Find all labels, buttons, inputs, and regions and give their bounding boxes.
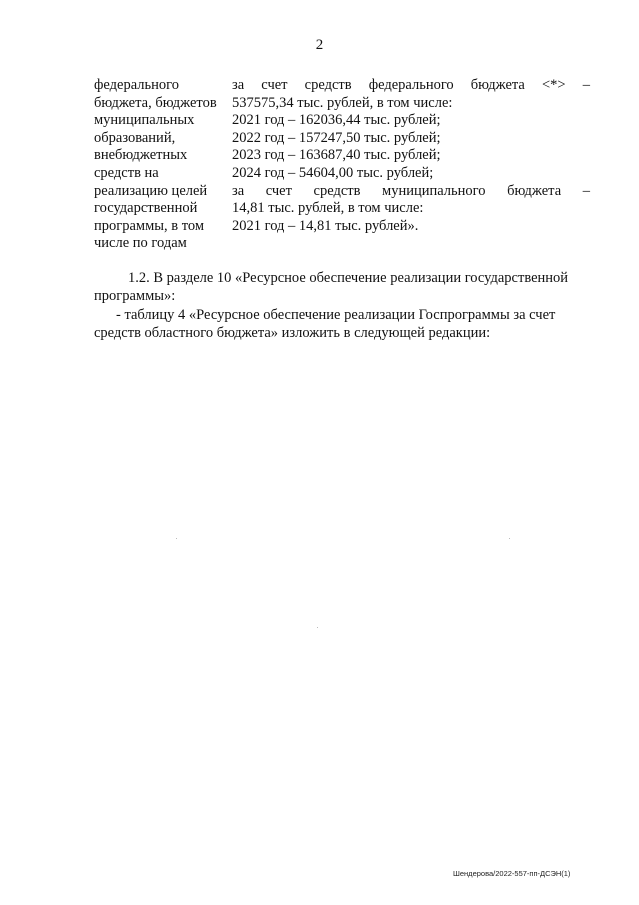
- word: –: [582, 77, 590, 93]
- paragraph-table-4: [94, 306, 590, 341]
- left-col-line: бюджета, бюджетов: [94, 94, 217, 111]
- left-col-line: образований,: [94, 129, 176, 146]
- page-number: 2: [315, 37, 324, 53]
- municipal-budget-total: 14,81 тыс. рублей, в том числе:: [232, 200, 424, 217]
- federal-year-line: 2021 год – 162036,44 тыс. рублей;: [232, 112, 441, 129]
- word: муниципального: [382, 182, 486, 199]
- document-footer-code: Шендерова/2022-557-пп-ДСЭН(1): [453, 869, 571, 878]
- left-col-line: числе по годам: [94, 235, 187, 252]
- paragraph-line: - таблицу 4 «Ресурсное обеспечение реализации Госпрограммы за счет: [116, 307, 556, 323]
- scan-speck: [317, 627, 318, 628]
- word: средств: [304, 77, 352, 93]
- paragraph-section-10: [94, 269, 590, 304]
- word: счет: [265, 182, 292, 199]
- word: бюджета: [507, 182, 562, 199]
- funding-source-label: [94, 77, 234, 253]
- scan-speck: [176, 538, 177, 539]
- left-col-line: федерального: [94, 77, 179, 93]
- scan-speck: [509, 538, 510, 539]
- word: за: [232, 182, 245, 199]
- paragraph-line: средств областного бюджета» изложить в следующей редакции:: [94, 324, 491, 341]
- word: счет: [261, 77, 288, 93]
- word: за: [232, 77, 245, 93]
- word: <*>: [542, 77, 566, 93]
- left-col-line: программы, в том: [94, 217, 205, 234]
- left-col-line: внебюджетных: [94, 147, 188, 164]
- left-col-line: средств на: [94, 164, 159, 181]
- word: –: [582, 182, 590, 199]
- federal-year-line: 2022 год – 157247,50 тыс. рублей;: [232, 129, 441, 146]
- paragraph-line: [94, 269, 590, 287]
- federal-year-line: 2024 год – 54604,00 тыс. рублей;: [232, 164, 434, 181]
- federal-budget-total: 537575,34 тыс. рублей, в том числе:: [232, 94, 453, 111]
- left-col-line: государственной: [94, 200, 198, 217]
- word: бюджета: [470, 77, 525, 93]
- left-col-line: муниципальных: [94, 112, 195, 129]
- word: средств: [313, 182, 361, 199]
- paragraph-line: программы»:: [94, 287, 176, 304]
- paragraph-text: 1.2. В разделе 10 «Ресурсное обеспечение реализации государственной: [128, 270, 569, 286]
- funding-amounts: [232, 77, 590, 235]
- word: федерального: [368, 77, 454, 93]
- municipal-year-line: 2021 год – 14,81 тыс. рублей».: [232, 217, 419, 234]
- municipal-budget-heading: [232, 183, 590, 201]
- federal-budget-heading: [232, 77, 590, 95]
- federal-year-line: 2023 год – 163687,40 тыс. рублей;: [232, 147, 441, 164]
- left-col-line: реализацию целей: [94, 182, 208, 199]
